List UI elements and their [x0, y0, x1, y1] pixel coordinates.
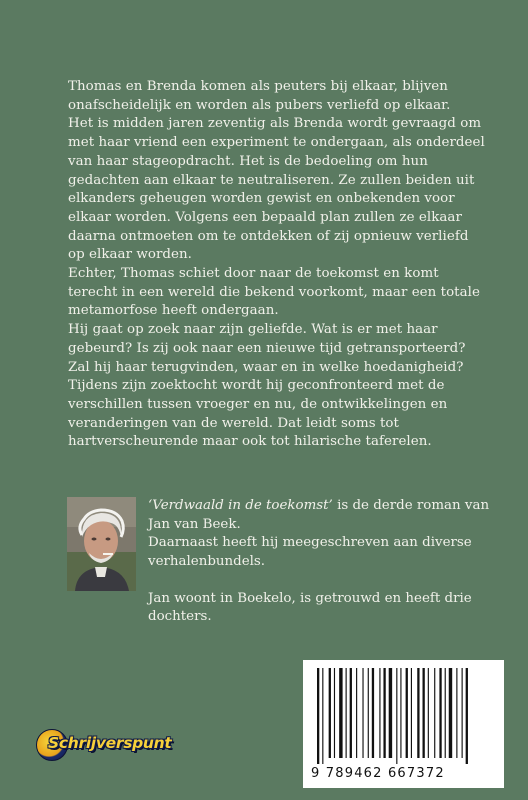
- book-title-italic: ‘Verdwaald in de toekomst’: [148, 498, 333, 513]
- blurb-paragraph-4: Hij gaat op zoek naar zijn geliefde. Wat is er met haar gebeurd? Is zij ook naar een nieuwe tijd getransporteerd? Zal hij haar terugvinden, waar en in welke hoedanigheid?: [68, 322, 466, 375]
- blurb-paragraph-1: Thomas en Brenda komen als peuters bij elkaar, blijven onafscheidelijk en worden als pubers verliefd op elkaar.: [68, 79, 451, 113]
- bio-line-2: Daarnaast heeft hij meegeschreven aan diverse verhalenbundels.: [148, 535, 472, 569]
- blurb-paragraph-2: Het is midden jaren zeventig als Brenda wordt gevraagd om met haar vriend een experiment te ondergaan, als onderdeel van haar stageopdracht. Het is de bedoeling om hun gedachten aan elkaar te neutraliseren. Ze zullen beiden uit elkanders geheugen worden gewist en onbekenden voor elkaar worden. Volgens een bepaald plan zullen ze elkaar daarna ontmoeten om te ontdekken of zij opnieuw verliefd op elkaar worden.: [68, 116, 485, 263]
- publisher-name: Schrijverspunt: [48, 734, 172, 752]
- author-portrait-image: [67, 497, 136, 591]
- author-bio: [148, 497, 508, 627]
- publisher-logo: [36, 729, 212, 761]
- blurb-paragraph-3: Echter, Thomas schiet door naar de toekomst en komt terecht in een wereld die bekend voorkomt, maar een totale metamorfose heeft ondergaan.: [68, 266, 480, 319]
- bio-line-1-rest: is de derde roman van Jan van Beek.: [148, 498, 490, 532]
- isbn-barcode: [303, 660, 504, 788]
- bio-line-1: [148, 497, 508, 534]
- blurb-text: [68, 78, 486, 452]
- barcode-bars-image: [317, 668, 495, 764]
- author-photo: [67, 497, 136, 591]
- blurb-paragraph-5: Tijdens zijn zoektocht wordt hij geconfronteerd met de verschillen tussen vroeger en nu, de ontwikkelingen en veranderingen van de wereld. Dat leidt soms tot hartverscheurende maar ook tot hilarische taferelen.: [68, 378, 448, 450]
- bio-line-3: Jan woont in Boekelo, is getrouwd en heeft drie dochters.: [148, 590, 472, 624]
- isbn-number: 9 789462 667372: [311, 766, 445, 781]
